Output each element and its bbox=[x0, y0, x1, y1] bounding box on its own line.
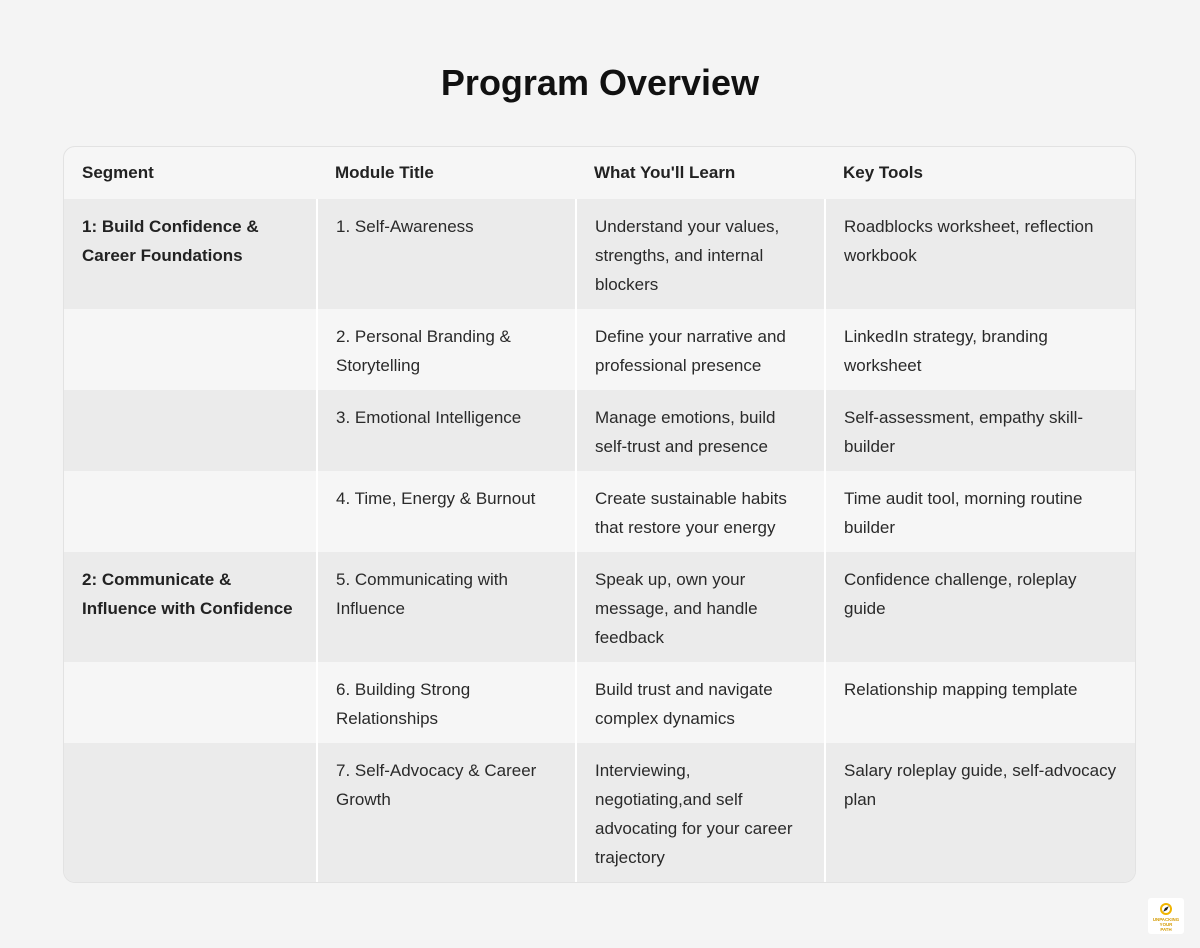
module-title-cell: 3. Emotional Intelligence bbox=[317, 390, 576, 471]
table-row bbox=[64, 199, 1135, 309]
tools-cell: Confidence challenge, roleplay guide bbox=[825, 552, 1135, 662]
segment-cell bbox=[64, 390, 317, 471]
learn-cell: Understand your values, strengths, and internal blockers bbox=[576, 199, 825, 309]
learn-cell: Create sustainable habits that restore your energy bbox=[576, 471, 825, 552]
tools-cell: Self-assessment, empathy skill-builder bbox=[825, 390, 1135, 471]
module-title-cell: 2. Personal Branding & Storytelling bbox=[317, 309, 576, 390]
segment-cell bbox=[64, 471, 317, 552]
table-row bbox=[64, 743, 1135, 882]
segment-cell bbox=[64, 662, 317, 743]
brand-logo bbox=[1148, 898, 1184, 934]
learn-cell: Define your narrative and professional presence bbox=[576, 309, 825, 390]
module-title-cell: 5. Communicating with Influence bbox=[317, 552, 576, 662]
table-row bbox=[64, 390, 1135, 471]
program-overview-table bbox=[64, 147, 1135, 882]
program-table bbox=[63, 146, 1136, 883]
segment-cell bbox=[64, 309, 317, 390]
compass-logo-icon bbox=[1150, 901, 1182, 933]
segment-cell bbox=[64, 743, 317, 882]
logo-text-line2: YOUR bbox=[1159, 922, 1173, 927]
learn-cell: Interviewing, negotiating,and self advocating for your career trajectory bbox=[576, 743, 825, 882]
module-title-cell: 4. Time, Energy & Burnout bbox=[317, 471, 576, 552]
tools-cell: Time audit tool, morning routine builder bbox=[825, 471, 1135, 552]
learn-cell: Build trust and navigate complex dynamics bbox=[576, 662, 825, 743]
table-row bbox=[64, 471, 1135, 552]
table-header-row bbox=[64, 147, 1135, 199]
tools-cell: Roadblocks worksheet, reflection workbook bbox=[825, 199, 1135, 309]
column-header-key-tools: Key Tools bbox=[843, 163, 923, 182]
table-row bbox=[64, 309, 1135, 390]
column-header-segment: Segment bbox=[82, 163, 154, 182]
segment-cell: 1: Build Confidence & Career Foundations bbox=[64, 199, 317, 309]
table-row bbox=[64, 662, 1135, 743]
tools-cell: Salary roleplay guide, self-advocacy plan bbox=[825, 743, 1135, 882]
column-header-module-title: Module Title bbox=[335, 163, 434, 182]
module-title-cell: 6. Building Strong Relationships bbox=[317, 662, 576, 743]
learn-cell: Speak up, own your message, and handle feedback bbox=[576, 552, 825, 662]
learn-cell: Manage emotions, build self-trust and presence bbox=[576, 390, 825, 471]
segment-cell: 2: Communicate & Influence with Confidence bbox=[64, 552, 317, 662]
module-title-cell: 7. Self-Advocacy & Career Growth bbox=[317, 743, 576, 882]
page-title: Program Overview bbox=[440, 62, 760, 103]
column-header-what-you-learn: What You'll Learn bbox=[594, 163, 736, 182]
module-title-cell: 1. Self-Awareness bbox=[317, 199, 576, 309]
table-row bbox=[64, 552, 1135, 662]
logo-text-line1: UNPACKING bbox=[1152, 917, 1180, 922]
logo-text-line3: PATH bbox=[1160, 927, 1172, 932]
tools-cell: LinkedIn strategy, branding worksheet bbox=[825, 309, 1135, 390]
tools-cell: Relationship mapping template bbox=[825, 662, 1135, 743]
